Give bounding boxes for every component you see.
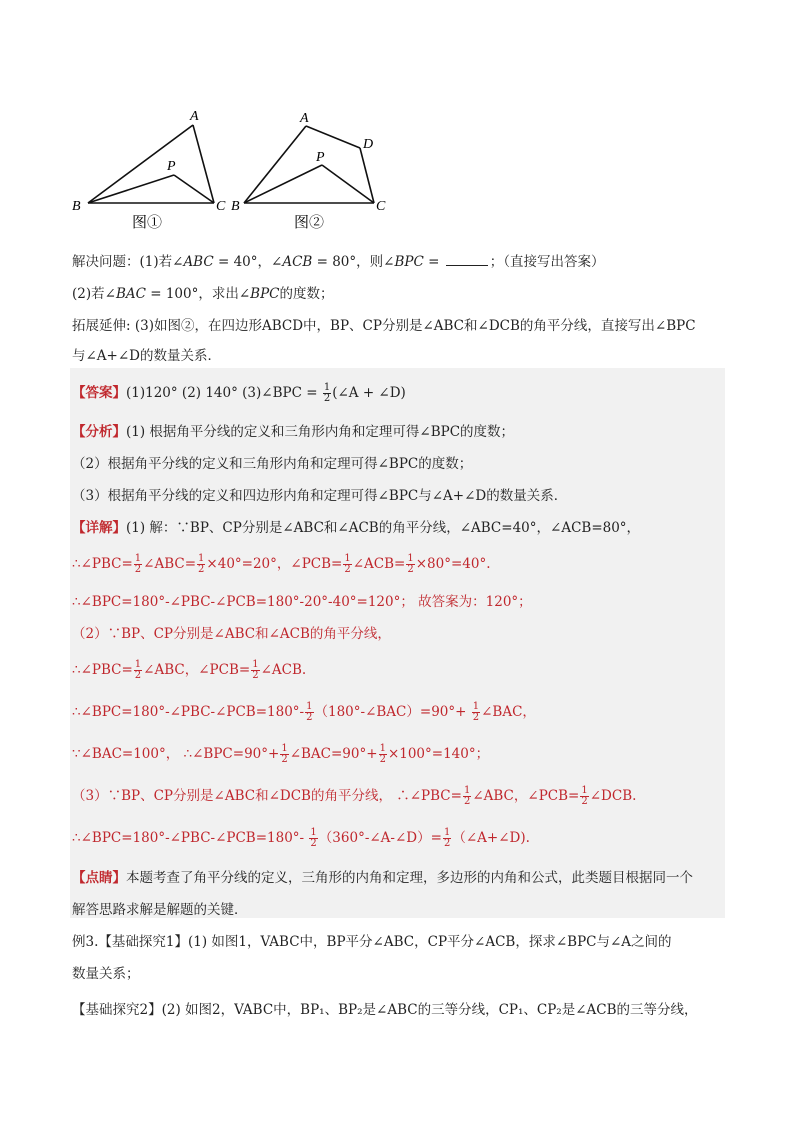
answer-line: 【答案】(1)120° (2) 140° (3)∠BPC = $\frac{1}{2}$ (∠A + ∠D) bbox=[72, 382, 406, 404]
geometry-figures bbox=[68, 100, 408, 240]
detail-line-3: ∴∠BPC=180°-∠PBC-∠PCB=180°-20°-40°=120°； 故答案为：120°； bbox=[72, 594, 532, 610]
example-line-1: 例3.【基础探究1】(1) 如图1，VABC中，BP平分∠ABC，CP平分∠ACB，探求∠BPC与∠A之间的 bbox=[72, 934, 672, 950]
fig2-label-p: P bbox=[316, 150, 325, 165]
fig1-caption: 图① bbox=[132, 213, 163, 231]
fig2-label-d: D bbox=[363, 137, 374, 152]
detail-line-9: ∴∠BPC=180°-∠PBC-∠PCB=180°- $\frac{1}{2}$ （360°-∠A-∠D）= $\frac{1}{2}$ （∠A+∠D). bbox=[72, 827, 530, 849]
answer-blank bbox=[446, 253, 488, 266]
fig2-caption: 图② bbox=[294, 213, 325, 231]
problem-line-1: 解决问题：(1)若∠ABC = 40°，∠ACB = 80°，则∠BPC = ；（直接写出答案） bbox=[72, 254, 605, 270]
detail-line-6: ∴∠BPC=180°-∠PBC-∠PCB=180°- $\frac{1}{2}$ （180°-∠BAC）=90°+ $\frac{1}{2}$ ∠BAC， bbox=[72, 701, 536, 723]
example-line-2: 数量关系； bbox=[72, 966, 140, 982]
detail-line-2: ∴∠PBC= $\frac{1}{2}$ ∠ABC= $\frac{1}{2}$ ×40°=20°，∠PCB= $\frac{1}{2}$ ∠ACB= $\frac{1}{2}$ ×80°=40°. bbox=[72, 553, 491, 575]
fig1-label-c: C bbox=[216, 199, 226, 214]
fig2-label-b: B bbox=[231, 199, 240, 214]
analysis-line-2: （2）根据角平分线的定义和三角形内角和定理可得∠BPC的度数； bbox=[72, 456, 473, 472]
detail-line-1: 【详解】(1) 解：∵BP、CP分别是∠ABC和∠ACB的角平分线，∠ABC=40°，∠ACB=80°， bbox=[72, 520, 641, 536]
example-line-3: 【基础探究2】(2) 如图2，VABC中，BP₁、BP₂是∠ABC的三等分线，CP₁、CP₂是∠ACB的三等分线， bbox=[72, 1002, 698, 1018]
figure-1-triangle bbox=[88, 125, 214, 203]
comment-line-1: 【点睛】本题考查了角平分线的定义，三角形的内角和定理，多边形的内角和公式，此类题目根据同一个 bbox=[72, 870, 693, 886]
analysis-line-1: 【分析】(1) 根据角平分线的定义和三角形内角和定理可得∠BPC的度数； bbox=[72, 424, 515, 440]
figure-2-quadrilateral bbox=[244, 126, 374, 203]
fig2-label-c: C bbox=[376, 199, 386, 214]
problem-line-4: 与∠A+∠D的数量关系． bbox=[72, 348, 222, 364]
problem-line-2: (2)若∠BAC = 100°，求出∠BPC的度数； bbox=[72, 286, 334, 302]
detail-line-5: ∴∠PBC= $\frac{1}{2}$ ∠ABC，∠PCB= $\frac{1}{2}$ ∠ACB. bbox=[72, 659, 307, 681]
fig1-label-p: P bbox=[167, 159, 176, 174]
fig1-label-a: A bbox=[190, 109, 199, 124]
problem-line-3: 拓展延伸: (3)如图②，在四边形ABCD中，BP、CP分别是∠ABC和∠DCB的角平分线，直接写出∠BPC bbox=[72, 318, 696, 334]
comment-line-2: 解答思路求解是解题的关键． bbox=[72, 902, 248, 918]
detail-line-8: （3）∵BP、CP分别是∠ABC和∠DCB的角平分线， ∴∠PBC= $\frac{1}{2}$ ∠ABC，∠PCB= $\frac{1}{2}$ ∠DCB. bbox=[72, 785, 637, 807]
analysis-line-3: （3）根据角平分线的定义和四边形内角和定理可得∠BPC与∠A+∠D的数量关系． bbox=[72, 488, 568, 504]
detail-line-4: （2）∵BP、CP分别是∠ABC和∠ACB的角平分线， bbox=[72, 626, 391, 642]
fig1-label-b: B bbox=[72, 199, 81, 214]
fig2-label-a: A bbox=[300, 111, 309, 126]
detail-line-7: ∵∠BAC=100°， ∴∠BPC=90°+ $\frac{1}{2}$ ∠BAC=90°+ $\frac{1}{2}$ ×100°=140°； bbox=[72, 743, 490, 765]
